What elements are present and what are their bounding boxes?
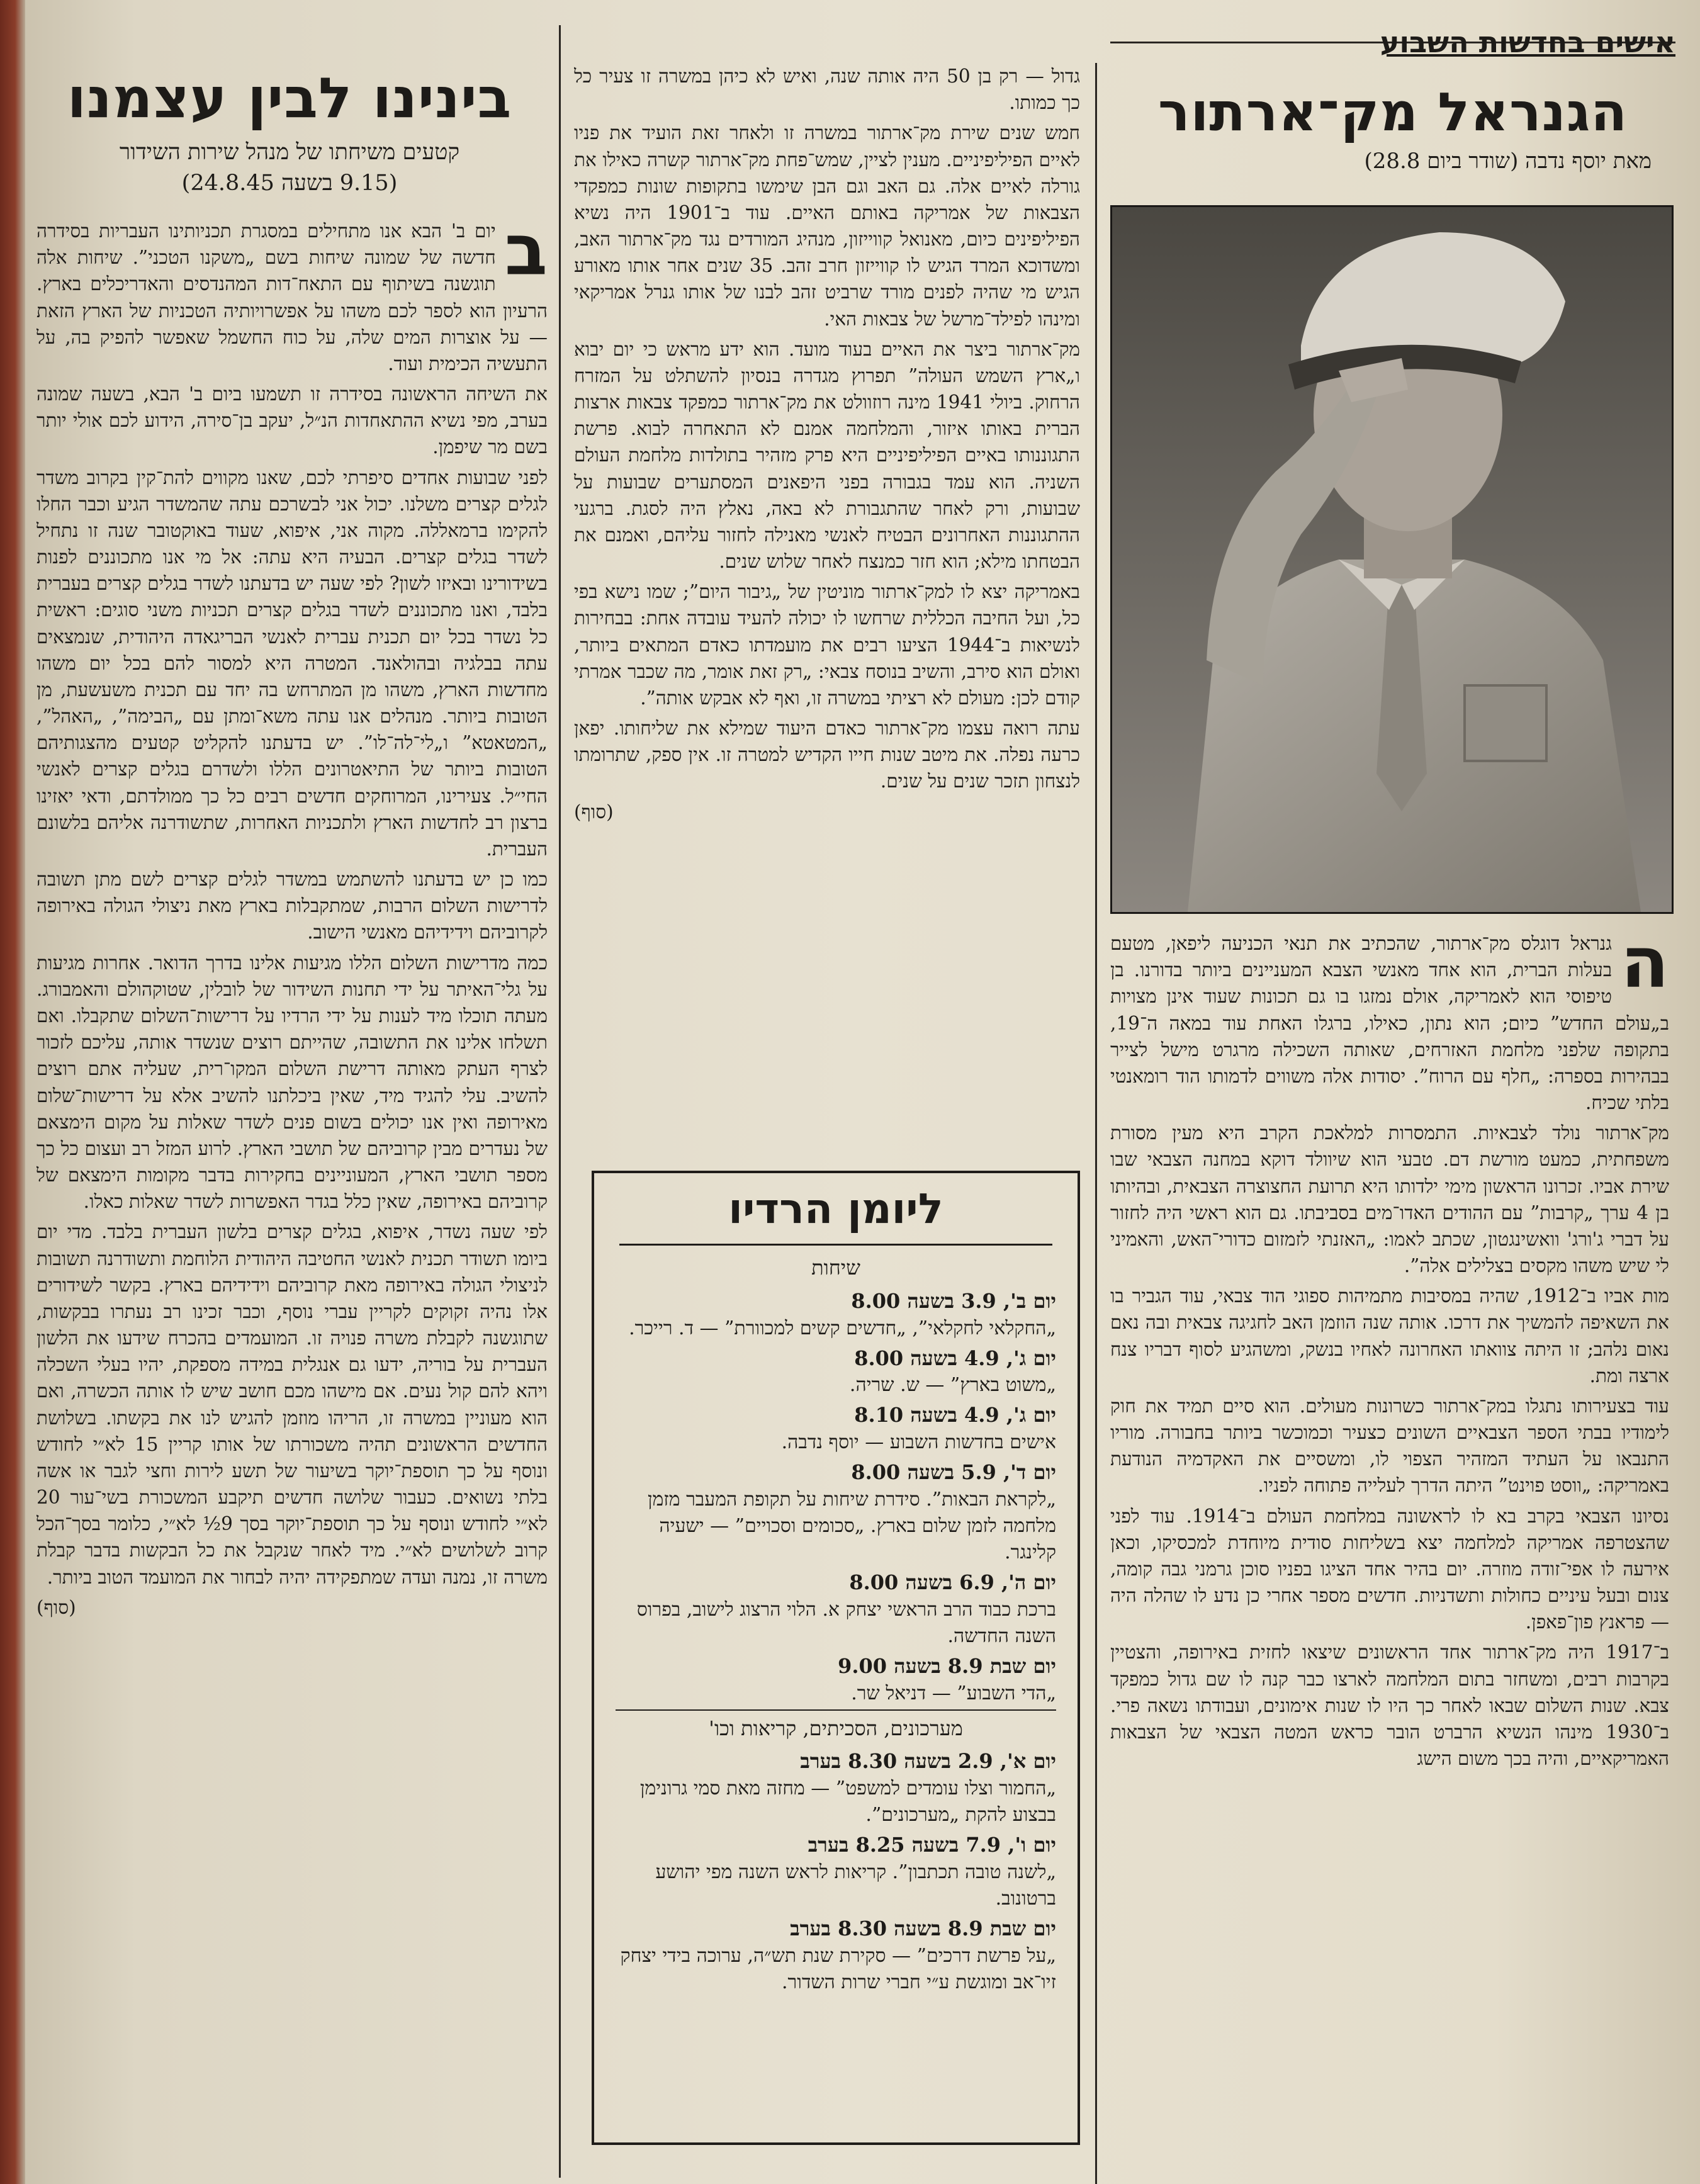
paragraph: נסיונו הצבאי בקרב בא לו לראשונה במלחמת העולם ב־1914. עוד לפני שהצטרפה אמריקה למלחמה יצא בשליחות סודית מיוחדת למכסיקו, וכאן אירעה לו אפי־זודה מוזרה. יום בהיר אחד הציגו בפניו סוכן גרמני גבה קומה, צנום ובעל עיניים כחולות ותשדניות. חדשים מספר אחרי כן נדע לו שהלה היה — פראנץ פון־פאפן. xyxy=(1110,1505,1669,1633)
entry-text: „לקראת הבאות”. סידרת שיחות על תקופת המעבר מזמן מלחמה לזמן שלום בארץ. „סכומים וסכויים” — ישעיה קלינגר. xyxy=(647,1488,1056,1563)
entry-text: אישים בחדשות השבוע — יוסף נדבה. xyxy=(781,1431,1056,1454)
end-mark: (סוף) xyxy=(37,1596,76,1618)
paragraph: מק־ארתור נולד לצבאיות. התמסרות למלאכת הקרב היא מעין מסורת משפחתית, כמעט מורשת דם. טבעי הוא שיוולד דוקא במחנה הצבאי שבו שירת אביו. זכרונו הראשון מימי ילדותו היא תרועת החצוצרה הצבאית, ובהיותו בן 4 ערך „קרבות” עם ההודים האדו־מים בסביבתו. גם הוא ראשי היה לחזור על דברי ג'ורג' וואשינגטון, שכתב לאמו: „האזנתי לזמזום כדורי־האש, והאמיני לי שיש משהו מקסים בצלילים אלה”. xyxy=(1110,1122,1669,1277)
entry-text: „הדי השבוע” — דניאל שר. xyxy=(851,1682,1056,1704)
entry-date: יום ג', 4.9 בשעה 8.10 xyxy=(854,1403,1056,1427)
subtitle-date: (9.15 בשעה 24.8.45) xyxy=(181,171,398,196)
schedule-entry xyxy=(616,1344,1056,1399)
drop-cap: ה xyxy=(1621,930,1669,1004)
end-mark: (סוף) xyxy=(574,801,614,823)
entry-date: יום שבת 8.9 בשעה 9.00 xyxy=(838,1653,1056,1678)
radio-diary-box xyxy=(592,1171,1080,2145)
paragraph: יום ב' הבא אנו מתחילים במסגרת תכניותינו העבריות בסידרה חדשה של שמונה שיחות בשם „משקנו הטכני”. שיחות אלה תוגשנה בשיתוף עם התאח־דות המהנדסים והאדריכלים בארץ. הרעיון הוא לספר לכם משהו על אפשרויותיה הטכניות של הארץ הזאת — על אוצרות המים שלה, על כוח החשמל שאפשר להפיק בה, על התעשיה הכימית ועוד. xyxy=(37,220,548,374)
entry-date: יום ה', 6.9 בשעה 8.00 xyxy=(849,1570,1056,1594)
page-left-edge xyxy=(0,0,25,2184)
entry-text: „החמור וצלו עומדים למשפט” — מחזה מאת סמי גרונימן בבצוע להקת „מערכונים”. xyxy=(639,1777,1056,1827)
drop-cap: ב xyxy=(504,218,548,291)
paragraph: חמש שנים שירת מק־ארתור במשרה זו ולאחר זאת הועיד את פניו לאיים הפיליפיניים. מענין לציין, שמש־פחת מק־ארתור קשרה כאילו את גורלה לאיים אלה. גם האב וגם הבן שימשו בתקופות שונות כמפקדי הצבאות של אמריקה באותם האיים. עוד ב־1901 היה נשיא הפיליפינים כיום, מאנואל קווייזון, מנהיג המורדים נגד מק־ארתור האב, ומשדוכא המרד הגיש לו קווייזון חרב זהב. 35 שנים אחר אותו מאורע הגיש מי שהיה לפנים מורד שרביט זהב לבנו של אותו גנרל אמריקאי ומינהו לפילד־מרשל של צבאות האי. xyxy=(574,122,1080,330)
paragraph: לפי שעה נשדר, איפוא, בגלים קצרים בלשון העברית בלבד. מדי יום ביומו תשודר תכנית לאנשי החטיבה היהודית הלוחמת ותשודרנה תשובות לניצולי הגולה באירופה מאת קרוביהם וידידיהם בארץ. בקשר לשידורים אלו נהיה זקוקים לקריין עברי נוסף, וכבר זכינו רב נעתרו בבקשות, שתוגשנה לקבלת משרה פנויה זו. המועמדים בהכרח שידעו את הלשון העברית על בוריה, ידעו גם אנגלית במידה מספקת, יהיו בעלי השכלה ויהא להם קול נעים. אם מישהו מכם חושב שיש לו אותה הכשרה, ואם הוא מעוניין במשרה זו, הריהו מוזמן להגיש לנו את בקשתו. בשלושת החדשים הראשונים תהיה משכורתו של אותו קריין 15 לא״י לחודש ונוסף על כך תוספת־יוקר בשיעור של תשע לירות וחצי לגבר או אשה בלתי נשואים. כעבור שלושה חדשים תיקבע המשכורת בשי־עור 20 לא״י לחודש ונוסף על כך תוספת־יוקר בסך 9½ לא״י, כלומר בסך־הכל קרוב לשלושים לא״י. מיד לאחר שנקבל את כל הבקשות בדבר קבלת משרה זו, נמנה ועדה שמתפקידה יהיה לבחור את המועמד הטוב ביותר. xyxy=(37,1221,548,1588)
article-headline: הגנראל מק־ארתור xyxy=(1157,81,1628,143)
schedule-entry xyxy=(616,1458,1056,1566)
column-divider-2 xyxy=(559,25,561,2178)
paragraph: עוד בצעירותו נתגלו במק־ארתור כשרונות מעולים. הוא סיים תמיד את חוק לימודיו בבתי הספר הצבאיים השונים כצעיר וכמוכשר ביותר בחבורה. מוריו התנבאו על העתיד המזהיר הצפוי לו, ומשסיים את האקדמיה הנודעת באמריקה: „ווסט פוינט” היתה הדרך לעלייה פתוחה לפניו. xyxy=(1110,1395,1669,1497)
column-divider-1 xyxy=(1095,63,1097,2184)
radio-diary-body xyxy=(616,1251,1056,1998)
entry-date: יום ד', 5.9 בשעה 8.00 xyxy=(851,1460,1056,1485)
entry-text: „החקלאי לחקלאי”, „חדשים קשים למכוורת” — ד. רייכר. xyxy=(629,1317,1056,1339)
article-column-1 xyxy=(1110,930,1669,2180)
paragraph: כמה מדרישות השלום הללו מגיעות אלינו בדרך הדואר. אחרות מגיעות על גלי־האיתר על ידי תחנות השידור של לובלין, שטוקהולם והאמבורג. מעתה תוכלו מיד לענות על ידי הרדיו על דרישות־השלום שתקבלו. ואם תשלחו אלינו את התשובה, שהייתם רוצים שנשדר אותה, עליכם לזכור לצרף העתק מאותה דרישת השלום המקו־רית, שעליה אתם רוצים להשיב. עלי להגיד מיד, שאין ביכלתנו להשיב אלא על דרישות־שלום מאירופה ואין אנו יכולים בשום פנים לשדר שאלות על מקום הימצאם של נעדרים מבין קרוביהם של תושבי הארץ. לרוע המזל רב ועצום כל כך מספר תושבי הארץ, המעוניינים בחקירות בדבר מקומות הימצאם של קרוביהם באירופה, שאין כלל בגדר האפשרות לשדר שאלות כאלו. xyxy=(37,952,548,1213)
paragraph: באמריקה יצא לו למק־ארתור מוניטין של „גיבור היום”; שמו נישא בפי כל, ועל החיבה הכללית שרחשו לו יכולה להעיד עובדה אחת: בבחירות לנשיאות ב־1944 הציעו רבים את מועמדתו כאדם המתאים ביותר, ואולם הוא סירב, והשיב בנוסח צבאי: „רק זאת אומר, מה שכבר אמרתי קודם לכן: מעולם לא רציתי במשרה זו, ואף לא אבקש אותה”. xyxy=(574,581,1080,709)
schedule-entry xyxy=(616,1747,1056,1828)
article-column-2 xyxy=(574,63,1080,1158)
radio-diary-title: ליומן הרדיו xyxy=(728,1185,943,1233)
paragraph: את השיחה הראשונה בסידרה זו תשמעו ביום ב' הבא, בשעה שמונה בערב, מפי נשיא ההתאחדות הנ״ל, יעקב בן־סירה, הידוע לכם אולי יותר בשם מר שיפמן. xyxy=(37,383,548,458)
paragraph: מק־ארתור ביצר את האיים בעוד מועד. הוא ידע מראש כי יום יבוא ו„ארץ השמש העולה” תפרוץ מגדרה בנסיון להשתלט על המזרח הרחוק. ביולי 1941 מינה רוזוולט את מק־ארתור כמפקד צבאות ארצות הברית באותו איזור, והמלחמה אמנם לא התאחרה לבוא. פרשת התגוננותו באיים הפיליפיניים היא פרק מזהיר בתולדות מלחמת העולם השניה. הוא עמד בגבורה בפני היפאנים המסתערים שבועות על שבועות, ורק לאחר שהתגבורת לא באה, נאלץ היה לסגת. ברגעי ההתגוננות האחרונים הבטיח לאנשי מאנילה לחזור עליהם, ואמנם את הבטחתו מילא; הוא חזר כמנצח לאחר שלוש שנים. xyxy=(574,338,1080,573)
paragraph: ב־1917 היה מק־ארתור אחד הראשונים שיצאו לחזית באירופה, והצטיין בקרבות רבים, ומשחזר בתום המלחמה לארצו כבר קנה לו שם גדול כמפקד צבא. שנות השלום שבאו לאחר כך היו לו שנות אימונים, ועבודתו נשאה פרי. ב־1930 מינהו הנשיא הרברט הובר כראש המטה הצבאי של הצבאות האמריקאיים, והיה בכך משום הישג xyxy=(1110,1641,1669,1770)
entry-date: יום ו', 7.9 בשעה 8.25 בערב xyxy=(808,1833,1056,1857)
radio-title-rule xyxy=(619,1244,1052,1246)
entry-date: יום א', 2.9 בשעה 8.30 בערב xyxy=(800,1749,1056,1774)
paragraph: גנראל דוגלס מק־ארתור, שהכתיב את תנאי הכניעה ליפאן, מטעם בעלות הברית, הוא אחד מאנשי הצבא המעניינים ביותר בדורנו. בן טיפוסי הוא לאמריקה, אולם נמזגו בו גם תכונות שעוד אינן מצויות ב„עולם החדש” כיום; הוא נתון, כאילו, ברגלו האחת עוד במאה ה־19, בתקופה שלפני מלחמת האזרחים, שאותה השכילה מרגרט מישל לצייר בבהירות בספרה: „חלף עם הרוח”. יסודות אלה משווים לדמותו הוד רומאנטי בלתי שכיח. xyxy=(1110,933,1669,1114)
section-heading-talks: שיחות xyxy=(811,1256,860,1280)
article-byline: מאת יוסף נדבה (שודר ביום 28.8) xyxy=(1364,149,1652,174)
paragraph: לפני שבועות אחדים סיפרתי לכם, שאנו מקווים להת־קין בקרוב משדר לגלים קצרים משלנו. יכול אני לבשרכם עתה שהמשדר הגיע וכבר החלו להקימו ברמאללה. מקוה אני, איפוא, שעוד באוקטובר שנה זו נתחיל לשדר בגלים קצרים. הבעיה היא עתה: אל מי אנו מתכוננים לפנות בשידורינו ובאיזו לשון? לפי שעה יש בדעתנו לשדר בגלים קצרים בעברית בלבד, ואנו מתכוננים לשדר בגלים קצרים תכניות משני סוגים: ראשית כל נשדר בכל יום תכנית עברית לאנשי הבריגאדה היהודית, שנמצאים עתה בבלגיה ובהולאנד. המטרה היא למסור להם בכל יום משהו מחדשות הארץ, משהו מן המתרחש בה יחד עם תכנית משעשעת, מן הטובות ביותר. מנהלים אנו עתה משא־ומתן עם „הבימה”, „האהל”, „המטאטא” ו„לי־לה־לו”. יש בדעתנו להקליט קטעים מהצגותיהם הטובות ביותר של התיאטרונים הללו ולשדרם בגלים קצרים לאנשי החי״ל. צעירינו, המרוחקים חדשים רבים כל כך ממולדתם, ודאי יאזינו ברצון רב לחדשות הארץ ולתכניות האחרות, שתשודרנה אליהם בלשונם העברית. xyxy=(37,466,548,860)
macarthur-photo xyxy=(1110,205,1674,914)
schedule-entry xyxy=(616,1831,1056,1912)
entry-text: „על פרשת דרכים” — סקירת שנת תש״ה, ערוכה בידי יצחק זיו־אב ומוגשת ע״י חברי שרות השדור. xyxy=(620,1944,1056,1993)
talk-column xyxy=(37,218,548,2156)
paragraph: גדול — רק בן 50 היה אותה שנה, ואיש לא כיהן במשרה זו צעיר כל כך כמותו. xyxy=(574,65,1080,114)
schedule-entry xyxy=(616,1568,1056,1650)
paragraph: עתה רואה עצמו מק־ארתור כאדם היעוד שמילא את שליחותו. יפאן כרעה נפלה. את מיטב שנות חייו הקדיש למטרה זו. אין ספק, שתרומתו לנצחון תזכר שנים על שנים. xyxy=(574,718,1080,792)
entry-text: „לשנה טובה תכתבון”. קריאות לראש השנה מפי יהושע ברטונוב. xyxy=(655,1860,1056,1910)
schedule-entry xyxy=(616,1915,1056,1996)
entry-date: יום שבת 8.9 בשעה 8.30 בערב xyxy=(790,1916,1056,1940)
schedule-entry xyxy=(616,1401,1056,1456)
paragraph: מות אביו ב־1912, שהיה במסיבות מתמיהות ספוגי הוד צבאי, עוד הגביר בו את השאיפה להמשיך את דרכו. אותה שנה הוזמן האב לחגיגה צבאית ובה נאם נאום נלהב; זו היתה צוואתו האחרונה לאחיו בנשק, ומשהגיע לסוף דבריו צנח ארצה ומת. xyxy=(1110,1285,1669,1387)
schedule-entry xyxy=(616,1287,1056,1342)
entry-date: יום ג', 4.9 בשעה 8.00 xyxy=(854,1346,1056,1370)
entry-text: „משוט בארץ” — ש. שריה. xyxy=(849,1374,1056,1397)
portrait-image xyxy=(1112,207,1672,912)
section-heading-programs: מערכונים, הסכיתים, קריאות וכו' xyxy=(616,1709,1056,1743)
talk-headline: בינינו לבין עצמנו xyxy=(67,65,512,130)
paragraph: כמו כן יש בדעתנו להשתמש במשדר לגלים קצרים לשם מתן תשובה לדרישות השלום הרבות, שמתקבלות בארץ מאת ניצולי הגולה באירופה לקרוביהם וידידיהם מאנשי הישוב. xyxy=(37,869,548,943)
talk-subtitle xyxy=(31,137,548,199)
section-kicker: אישים בחדשות השבוע xyxy=(1380,25,1675,59)
schedule-entry xyxy=(616,1652,1056,1707)
entry-date: יום ב', 3.9 בשעה 8.00 xyxy=(851,1288,1056,1313)
entry-text: ברכת כבוד הרב הראשי יצחק א. הלוי הרצוג לישוב, בפרוס השנה החדשה. xyxy=(636,1598,1056,1647)
subtitle-line: קטעים משיחתו של מנהל שירות השידור xyxy=(119,140,460,165)
